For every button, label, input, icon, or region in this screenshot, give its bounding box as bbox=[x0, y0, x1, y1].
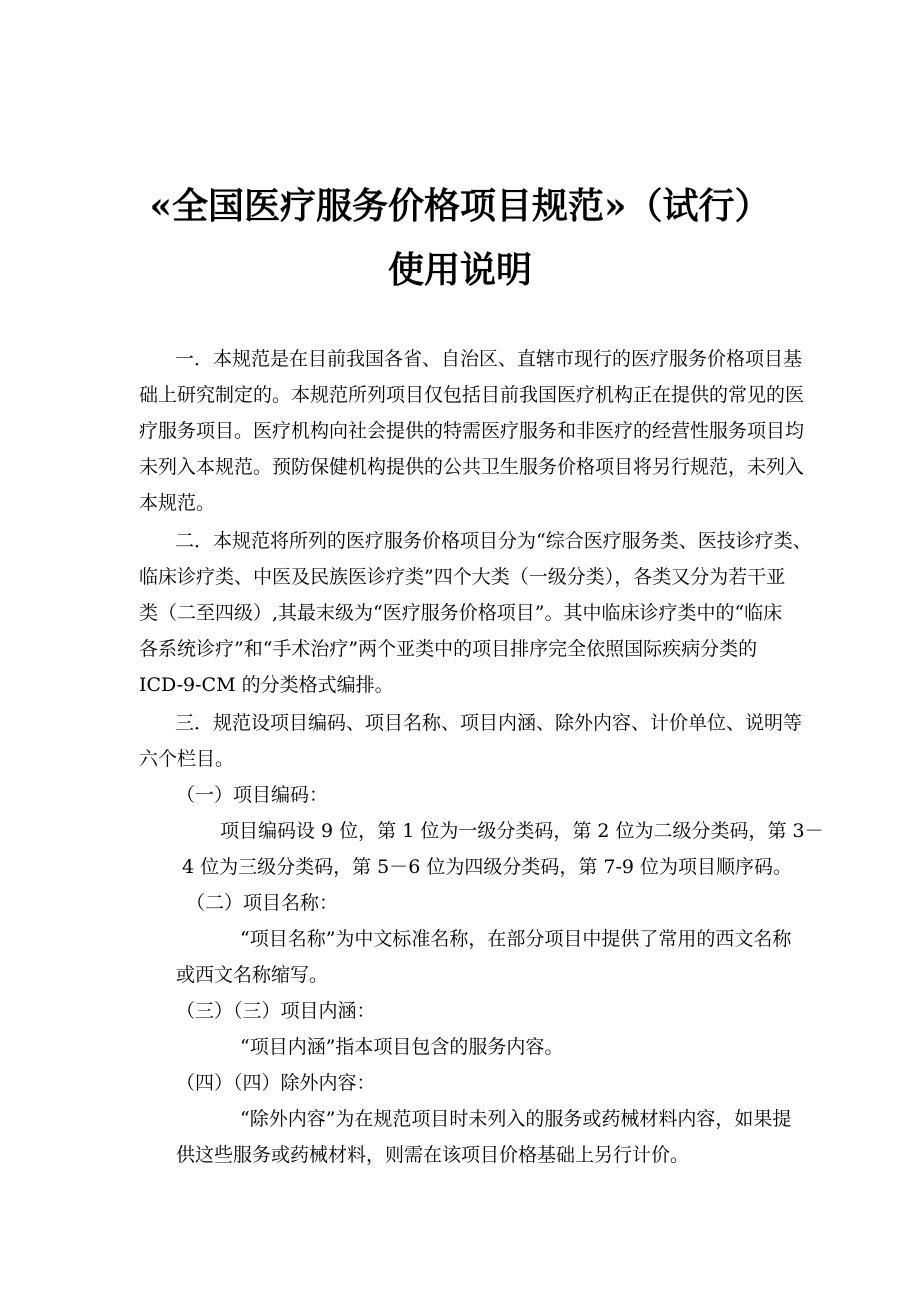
document-subtitle: 使用说明 bbox=[387, 249, 532, 291]
subsection-heading: （三）（三）项目内涵： bbox=[176, 1000, 376, 1022]
paragraph-line: 类（二至四级）,其最末级为“医疗服务价格项目”。其中临床诊疗类中的“临床 bbox=[139, 602, 783, 624]
paragraph-line: 4 位为三级分类码，第 5－6 位为四级分类码，第 7-9 位为项目顺序码。 bbox=[182, 856, 793, 878]
paragraph-line: 六个栏目。 bbox=[139, 748, 235, 770]
paragraph-line: 供这些服务或药械材料，则需在该项目价格基础上另行计价。 bbox=[176, 1144, 690, 1166]
paragraph-line: 各系统诊疗”和“手术治疗”两个亚类中的项目排序完全依照国际疾病分类的 bbox=[139, 638, 758, 660]
subsection-heading: （四）（四）除外内容： bbox=[176, 1072, 376, 1094]
paragraph-line: “项目名称”为中文标准名称，在部分项目中提供了常用的西文名称 bbox=[240, 928, 792, 950]
paragraph-line: 疗服务项目。医疗机构向社会提供的特需医疗服务和非医疗的经营性服务项目均 bbox=[139, 420, 805, 442]
paragraph-line: “除外内容”为在规范项目时未列入的服务或药械材料内容，如果提 bbox=[240, 1108, 792, 1130]
paragraph-line: 三．规范设项目编码、项目名称、项目内涵、除外内容、计价单位、说明等 bbox=[175, 712, 803, 734]
paragraph-line: ICD-9-CM 的分类格式编排。 bbox=[139, 674, 394, 696]
subsection-heading: （二）项目名称： bbox=[186, 892, 339, 914]
document-title: «全国医疗服务价格项目规范»（试行） bbox=[149, 185, 771, 227]
paragraph-line: 项目编码设 9 位，第 1 位为一级分类码，第 2 位为二级分类码，第 3－ bbox=[220, 820, 824, 842]
paragraph-line: 临床诊疗类、中医及民族医诊疗类”四个大类（一级分类），各类又分为若干亚 bbox=[139, 566, 786, 588]
paragraph-line: “项目内涵”指本项目包含的服务内容。 bbox=[240, 1036, 564, 1058]
paragraph-line: 一．本规范是在目前我国各省、自治区、直辖市现行的医疗服务价格项目基 bbox=[175, 348, 803, 370]
subsection-heading: （一）项目编码： bbox=[176, 784, 329, 806]
paragraph-line: 未列入本规范。预防保健机构提供的公共卫生服务价格项目将另行规范，未列入 bbox=[139, 456, 805, 478]
paragraph-line: 二．本规范将所列的医疗服务价格项目分为“综合医疗服务类、医技诊疗类、 bbox=[175, 530, 812, 552]
paragraph-line: 础上研究制定的。本规范所列项目仅包括目前我国医疗机构正在提供的常见的医 bbox=[139, 384, 805, 406]
paragraph-line: 或西文名称缩写。 bbox=[176, 964, 329, 986]
paragraph-line: 本规范。 bbox=[139, 492, 216, 514]
